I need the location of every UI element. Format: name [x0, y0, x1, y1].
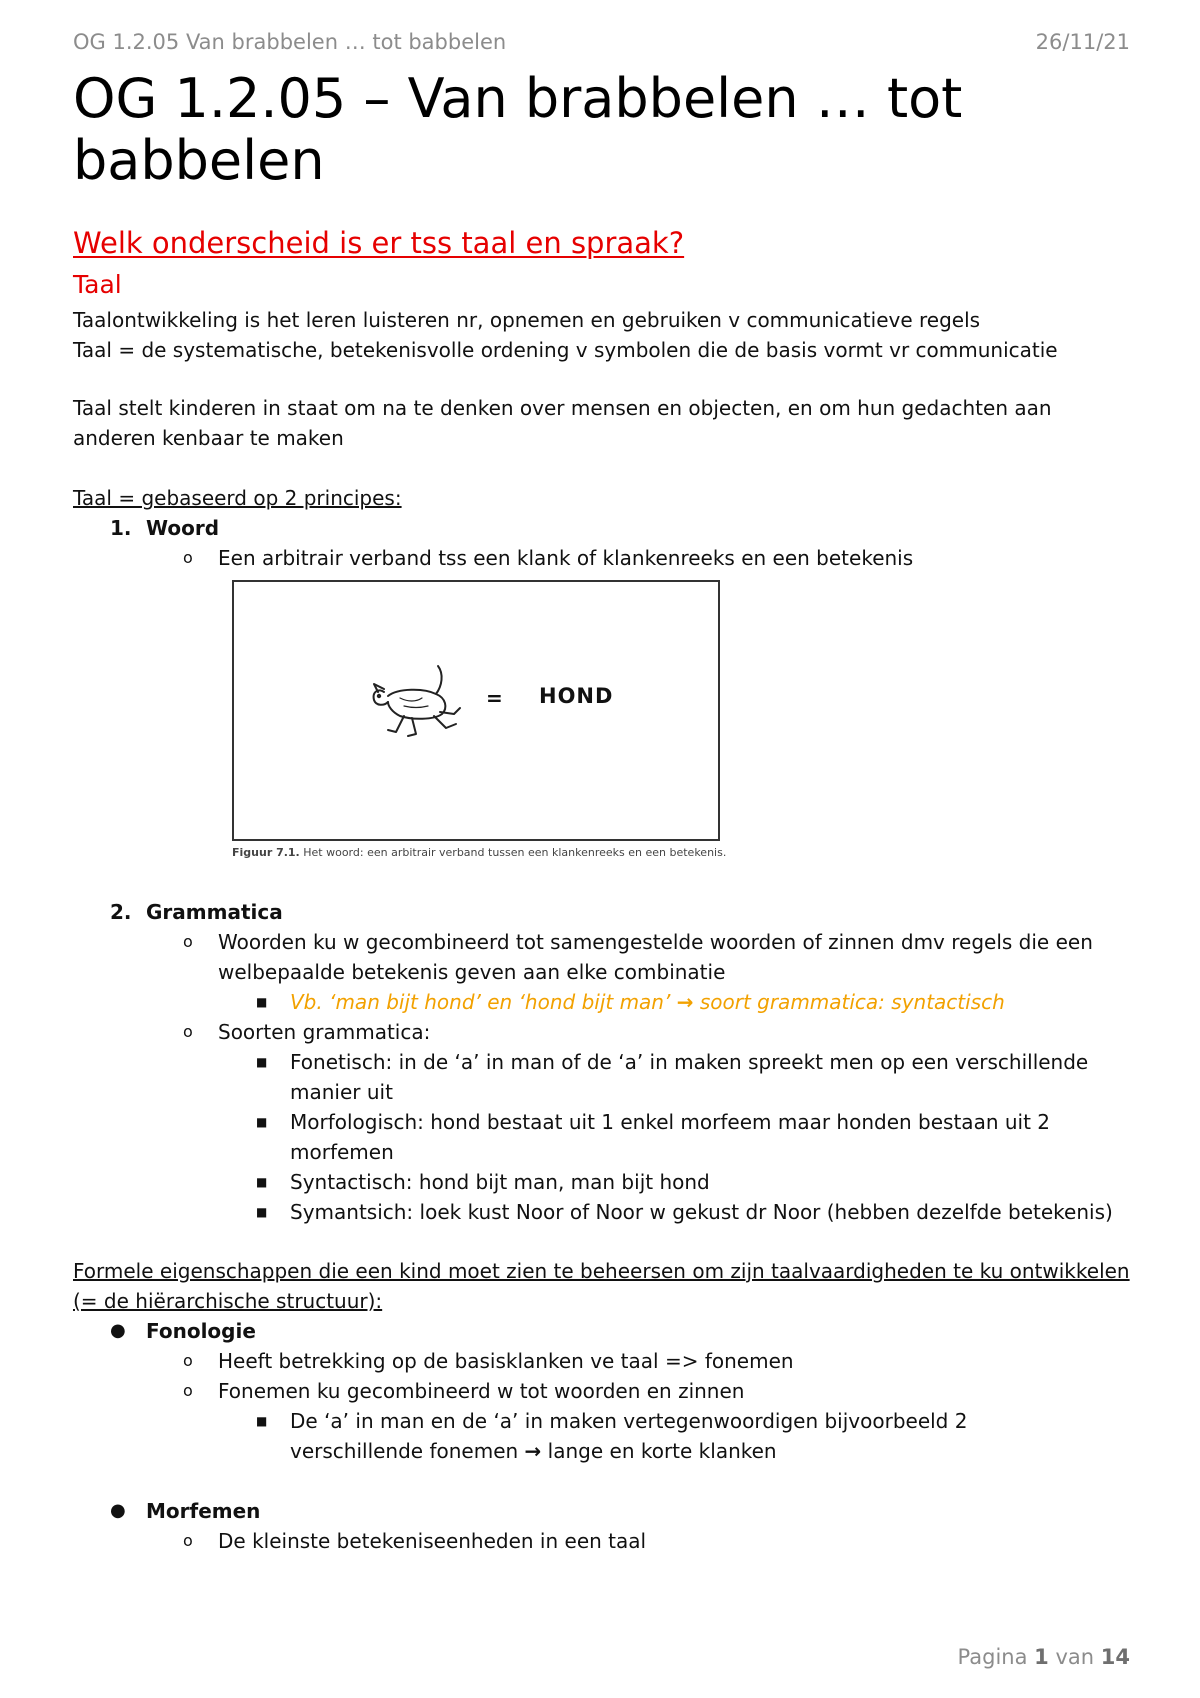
equals-sign: =: [486, 686, 503, 710]
square-bullet-icon: ■: [256, 1205, 268, 1219]
list-number: 1.: [110, 516, 132, 540]
paragraph-taalontwikkeling: Taalontwikkeling is het leren luisteren nr, opnemen en gebruiken v communicatieve regels: [73, 308, 981, 332]
fonologie-example: [290, 1406, 1100, 1466]
square-bullet-icon: ■: [256, 1055, 268, 1069]
total-pages: 14: [1100, 1645, 1130, 1669]
page-word: Pagina: [957, 1645, 1028, 1669]
figure-word-hond: HOND: [539, 684, 614, 708]
running-header-date: 26/11/21: [1035, 30, 1130, 54]
paragraph-taal-definition: Taal = de systematische, betekenisvolle ordening v symbolen die de basis vormt vr communicatie: [73, 338, 1058, 362]
fonologie-title: Fonologie: [146, 1319, 256, 1343]
section-heading: Welk onderscheid is er tss taal en spraak?: [73, 226, 685, 260]
square-bullet-icon: ■: [256, 995, 268, 1009]
grammar-example-result: soort grammatica: syntactisch: [693, 990, 1005, 1014]
circle-bullet-icon: o: [183, 548, 193, 567]
grammar-type-item: Syntactisch: hond bijt man, man bijt hond: [290, 1170, 710, 1194]
circle-bullet-icon: o: [183, 1351, 193, 1370]
circle-bullet-icon: o: [183, 932, 193, 951]
circle-bullet-icon: o: [183, 1381, 193, 1400]
square-bullet-icon: ■: [256, 1414, 268, 1428]
fonologie-example-result: lange en korte klanken: [541, 1439, 777, 1463]
fonologie-description: Heeft betrekking op de basisklanken ve taal => fonemen: [218, 1349, 794, 1373]
list-number: 2.: [110, 900, 132, 924]
disc-bullet-icon: ●: [110, 1500, 126, 1521]
running-header-title: OG 1.2.05 Van brabbelen … tot babbelen: [73, 30, 507, 54]
page-title: OG 1.2.05 – Van brabbelen … tot babbelen: [73, 67, 963, 192]
grammar-type-item: Symantsich: loek kust Noor of Noor w gekust dr Noor (hebben dezelfde betekenis): [290, 1200, 1113, 1224]
fonologie-example-text: De ‘a’ in man en de ‘a’ in maken vertegenwoordigen bijvoorbeeld 2 verschillende fonemen: [290, 1409, 968, 1463]
figure-caption: [232, 846, 726, 859]
subsection-heading: Taal: [73, 270, 122, 299]
grammar-example-text: Vb. ‘man bijt hond’ en ‘hond bijt man’: [290, 990, 677, 1014]
morfemen-description: De kleinste betekeniseenheden in een taal: [218, 1529, 647, 1553]
arrow-right-icon: →: [524, 1439, 542, 1463]
square-bullet-icon: ■: [256, 1175, 268, 1189]
grammar-type-item: Morfologisch: hond bestaat uit 1 enkel morfeem maar honden bestaan uit 2 morfemen: [290, 1110, 1051, 1164]
page-number: [958, 1645, 1130, 1669]
grammar-type-item: Fonetisch: in de ‘a’ in man of de ‘a’ in maken spreekt men op een verschillende manier uit: [290, 1050, 1089, 1104]
current-page: 1: [1034, 1645, 1049, 1669]
circle-bullet-icon: o: [183, 1022, 193, 1041]
grammar-example: [290, 987, 1005, 1017]
paragraph-taal-purpose: Taal stelt kinderen in staat om na te denken over mensen en objecten, en om hun gedachten aan anderen kenbaar te maken: [73, 396, 1052, 450]
of-word: van: [1055, 1645, 1095, 1669]
figure-caption-label: Figuur 7.1.: [232, 846, 300, 859]
disc-bullet-icon: ●: [110, 1320, 126, 1341]
figure-dog-hond: [232, 580, 720, 841]
square-bullet-icon: ■: [256, 1115, 268, 1129]
principle-grammar-title: Grammatica: [146, 900, 283, 924]
principle-word-title: Woord: [146, 516, 220, 540]
arrow-right-icon: →: [676, 990, 694, 1014]
principle-word-description: Een arbitrair verband tss een klank of klankenreeks en een betekenis: [218, 546, 914, 570]
morfemen-title: Morfemen: [146, 1499, 261, 1523]
fonologie-combination: Fonemen ku gecombineerd w tot woorden en zinnen: [218, 1379, 745, 1403]
grammar-description: Woorden ku w gecombineerd tot samengestelde woorden of zinnen dmv regels die een welbepaalde betekenis geven aan elke combinatie: [218, 930, 1093, 984]
circle-bullet-icon: o: [183, 1531, 193, 1550]
formal-properties-heading: Formele eigenschappen die een kind moet zien te beheersen om zijn taalvaardigheden te ku ontwikkelen (= de hiërarchische structuur):: [73, 1259, 1130, 1313]
principles-heading: Taal = gebaseerd op 2 principes:: [73, 486, 402, 510]
figure-caption-text: Het woord: een arbitrair verband tussen een klankenreeks en een betekenis.: [303, 846, 727, 859]
dog-icon: [364, 662, 474, 742]
grammar-types-heading: Soorten grammatica:: [218, 1020, 431, 1044]
